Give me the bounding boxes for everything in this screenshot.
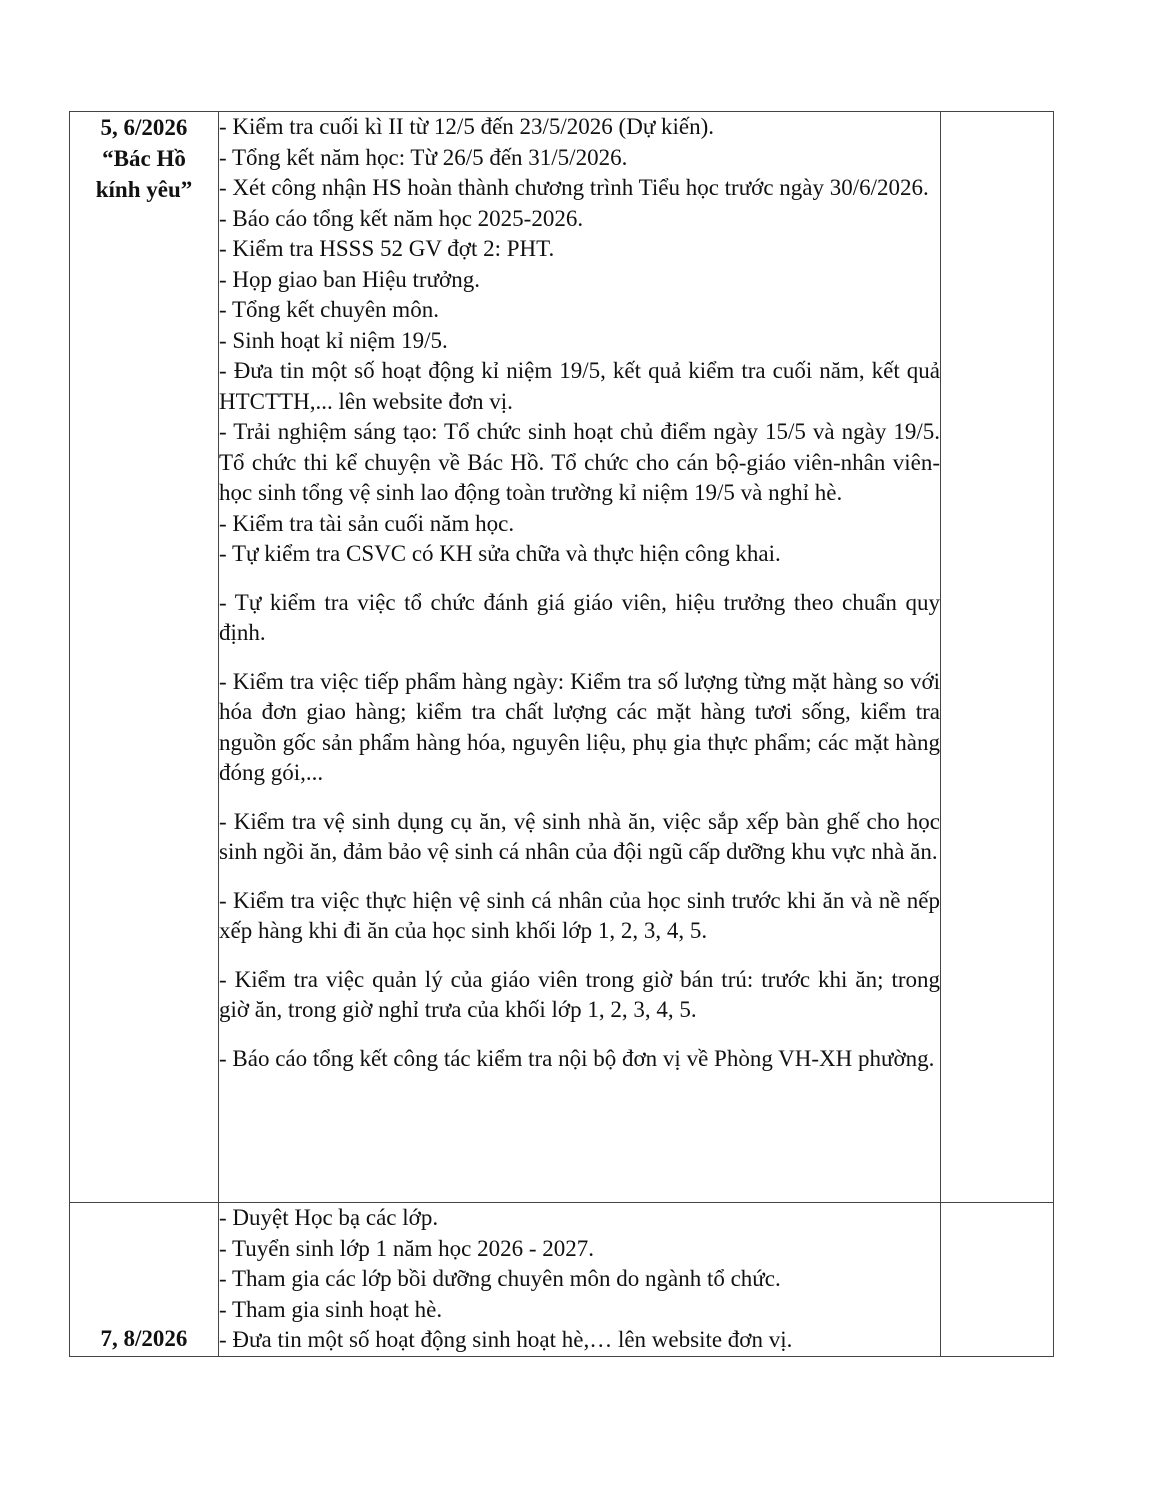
note-cell [941, 112, 1054, 1203]
list-item: - Tham gia sinh hoạt hè. [219, 1296, 443, 1322]
list-item: - Xét công nhận HS hoàn thành chương trình Tiểu học trước ngày 30/6/2026. [219, 175, 929, 200]
time-cell [70, 112, 219, 1203]
list-item: - Duyệt Học bạ các lớp. [219, 1205, 439, 1230]
list-item: - Báo cáo tổng kết năm học 2025-2026. [219, 205, 584, 231]
list-item: - Tham gia các lớp bồi dưỡng chuyên môn do ngành tổ chức. [219, 1266, 781, 1291]
list-item: - Kiểm tra vệ sinh dụng cụ ăn, vệ sinh nhà ăn, việc sắp xếp bàn ghế cho học sinh ngồi ăn, đảm bảo vệ sinh cá nhân của đội ngũ cấp dưỡng khu vực nhà ăn. [219, 808, 940, 864]
time-label: 5, 6/2026 [100, 115, 188, 140]
list-item: - Đưa tin một số hoạt động sinh hoạt hè,… lên website đơn vị. [219, 1327, 793, 1352]
list-item: - Kiểm tra HSSS 52 GV đợt 2: PHT. [219, 236, 555, 261]
plan-table [69, 111, 1054, 1357]
list-item: - Kiểm tra việc quản lý của giáo viên trong giờ bán trú: trước khi ăn; trong giờ ăn, trong giờ nghỉ trưa của khối lớp 1, 2, 3, 4, 5. [219, 966, 940, 1022]
theme-label: kính yêu” [95, 177, 193, 202]
list-item: - Họp giao ban Hiệu trưởng. [219, 266, 480, 292]
note-cell [941, 1203, 1054, 1357]
content-cell [219, 112, 941, 1203]
list-item: - Kiểm tra việc thực hiện vệ sinh cá nhân của học sinh trước khi ăn và nề nếp xếp hàng khi đi ăn của học sinh khối lớp 1, 2, 3, 4, 5. [219, 887, 940, 943]
list-item: - Báo cáo tổng kết công tác kiểm tra nội bộ đơn vị về Phòng VH-XH phường. [219, 1045, 935, 1071]
list-item: - Tổng kết chuyên môn. [219, 297, 439, 322]
theme-label: “Bác Hồ [102, 146, 186, 171]
list-item: - Kiểm tra việc tiếp phẩm hàng ngày: Kiểm tra số lượng từng mặt hàng so với hóa đơn giao hàng; kiểm tra chất lượng các mặt hàng tươi sống, kiểm tra nguồn gốc sản phẩm hàng hóa, nguyên liệu, phụ gia thực phẩm; các mặt hàng đóng gói,... [219, 668, 940, 785]
list-item: - Tự kiểm tra CSVC có KH sửa chữa và thực hiện công khai. [219, 541, 781, 566]
time-label: 7, 8/2026 [100, 1325, 188, 1351]
table-row [70, 112, 1054, 1203]
list-item: - Tổng kết năm học: Từ 26/5 đến 31/5/2026. [219, 144, 628, 170]
list-item: - Kiểm tra tài sản cuối năm học. [219, 510, 515, 536]
list-item: - Tuyển sinh lớp 1 năm học 2026 - 2027. [219, 1235, 595, 1261]
list-item: - Tự kiểm tra việc tổ chức đánh giá giáo viên, hiệu trưởng theo chuẩn quy định. [219, 589, 940, 645]
content-cell [219, 1203, 941, 1357]
list-item: - Sinh hoạt kỉ niệm 19/5. [219, 327, 448, 353]
list-item: - Trải nghiệm sáng tạo: Tổ chức sinh hoạt chủ điểm ngày 15/5 và ngày 19/5. Tổ chức thi kể chuyện về Bác Hồ. Tổ chức cho cán bộ-giáo viên-nhân viên-học sinh tổng vệ sinh lao động toàn trường kỉ niệm 19/5 và nghỉ hè. [219, 419, 940, 505]
time-cell [70, 1203, 219, 1357]
table-row [70, 1203, 1054, 1357]
list-item: - Kiểm tra cuối kì II từ 12/5 đến 23/5/2026 (Dự kiến). [219, 114, 715, 139]
list-item: - Đưa tin một số hoạt động kỉ niệm 19/5, kết quả kiểm tra cuối năm, kết quả HTCTTH,... lên website đơn vị. [219, 358, 940, 414]
